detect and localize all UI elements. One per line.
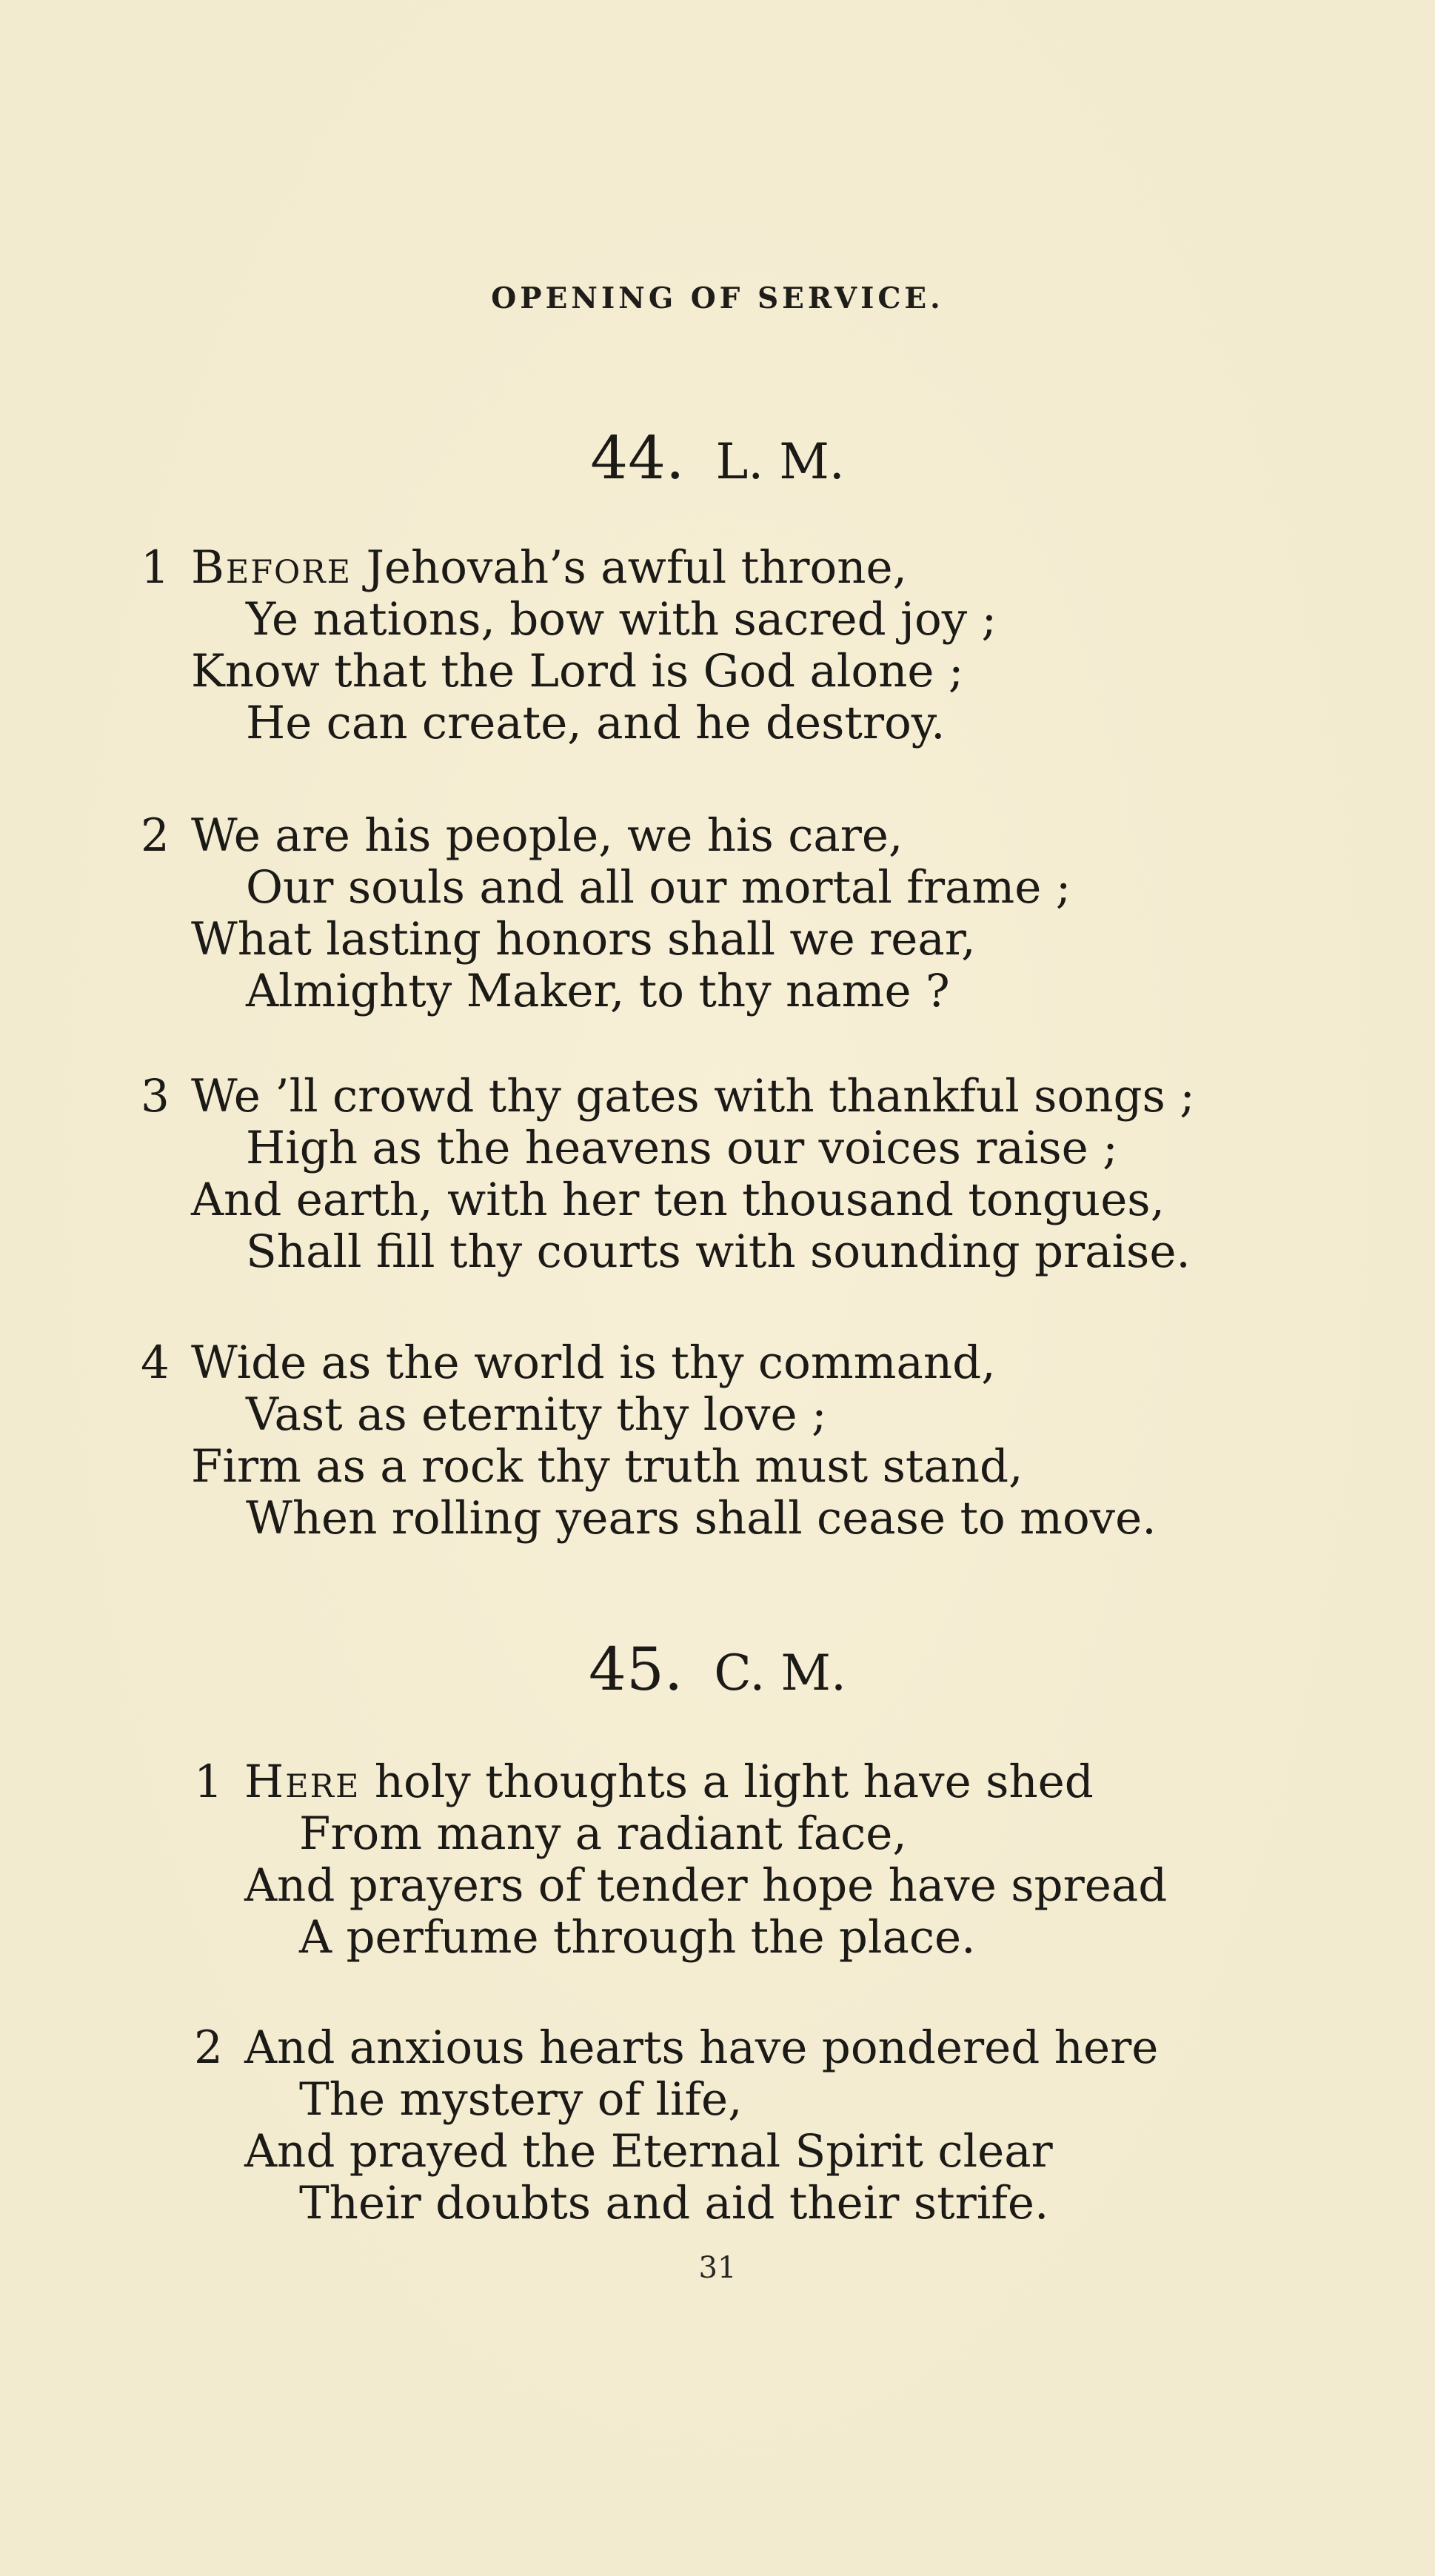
- hymn-heading-44: [0, 424, 1435, 492]
- hymn-heading-45: [0, 1635, 1435, 1704]
- verse-line: And prayed the Eternal Spirit clear: [244, 2125, 1053, 2178]
- verse-number: 3: [141, 1070, 170, 1123]
- verse-line: And prayers of tender hope have spread: [244, 1859, 1168, 1912]
- verse-line: holy thoughts a light have shed: [360, 1756, 1094, 1808]
- page-number: 31: [698, 2251, 737, 2285]
- hymn-meter: L. M.: [715, 433, 845, 490]
- stanza-45-1: [194, 1756, 1167, 1964]
- verse-line: What lasting honors shall we rear,: [191, 913, 976, 966]
- verse-line: Ye nations, bow with sacred joy ;: [246, 593, 997, 646]
- verse-line: We are his people, we his care,: [191, 809, 903, 862]
- verse-number: 2: [141, 809, 170, 862]
- verse-line: Jehovah’s awful throne,: [352, 541, 908, 594]
- stanza-44-4: [141, 1337, 1157, 1545]
- verse-line: The mystery of life,: [299, 2073, 743, 2126]
- verse-number: 4: [141, 1336, 170, 1389]
- verse-line: And earth, with her ten thousand tongues,: [191, 1174, 1165, 1226]
- stanza-44-1: [141, 542, 997, 749]
- verse-line: Vast as eternity thy love ;: [246, 1388, 827, 1441]
- verse-line: We ’ll crowd thy gates with thankful songs ;: [191, 1070, 1195, 1123]
- verse-number: 2: [194, 2021, 223, 2074]
- verse-line: When rolling years shall cease to move.: [246, 1492, 1157, 1545]
- stanza-45-2: [194, 2022, 1158, 2229]
- verse-number: 1: [194, 1756, 223, 1808]
- verse-line: And anxious hearts have pondered here: [244, 2021, 1159, 2074]
- stanza-44-2: [141, 810, 1071, 1017]
- verse-line: Wide as the world is thy command,: [191, 1336, 996, 1389]
- verse-line: Almighty Maker, to thy name ?: [246, 965, 950, 1017]
- verse-line: Know that the Lord is God alone ;: [191, 645, 964, 697]
- hymn-number: 44.: [590, 424, 685, 492]
- verse-line: Their doubts and aid their strife.: [299, 2177, 1049, 2229]
- verse-line: Firm as a rock thy truth must stand,: [191, 1440, 1023, 1493]
- drop-word: Before: [191, 541, 352, 594]
- verse-line: Shall fill thy courts with sounding praise.: [246, 1225, 1191, 1278]
- drop-word: Here: [244, 1756, 361, 1808]
- hymn-number: 45.: [589, 1635, 683, 1704]
- hymn-meter: C. M.: [714, 1645, 846, 1702]
- verse-line: High as the heavens our voices raise ;: [246, 1122, 1118, 1174]
- stanza-44-3: [141, 1071, 1195, 1278]
- verse-number: 1: [141, 541, 170, 594]
- verse-line: A perfume through the place.: [299, 1911, 976, 1964]
- verse-line: He can create, and he destroy.: [246, 697, 946, 749]
- verse-line: Our souls and all our mortal frame ;: [246, 861, 1071, 914]
- running-head: OPENING OF SERVICE.: [491, 281, 944, 315]
- verse-line: From many a radiant face,: [299, 1807, 907, 1860]
